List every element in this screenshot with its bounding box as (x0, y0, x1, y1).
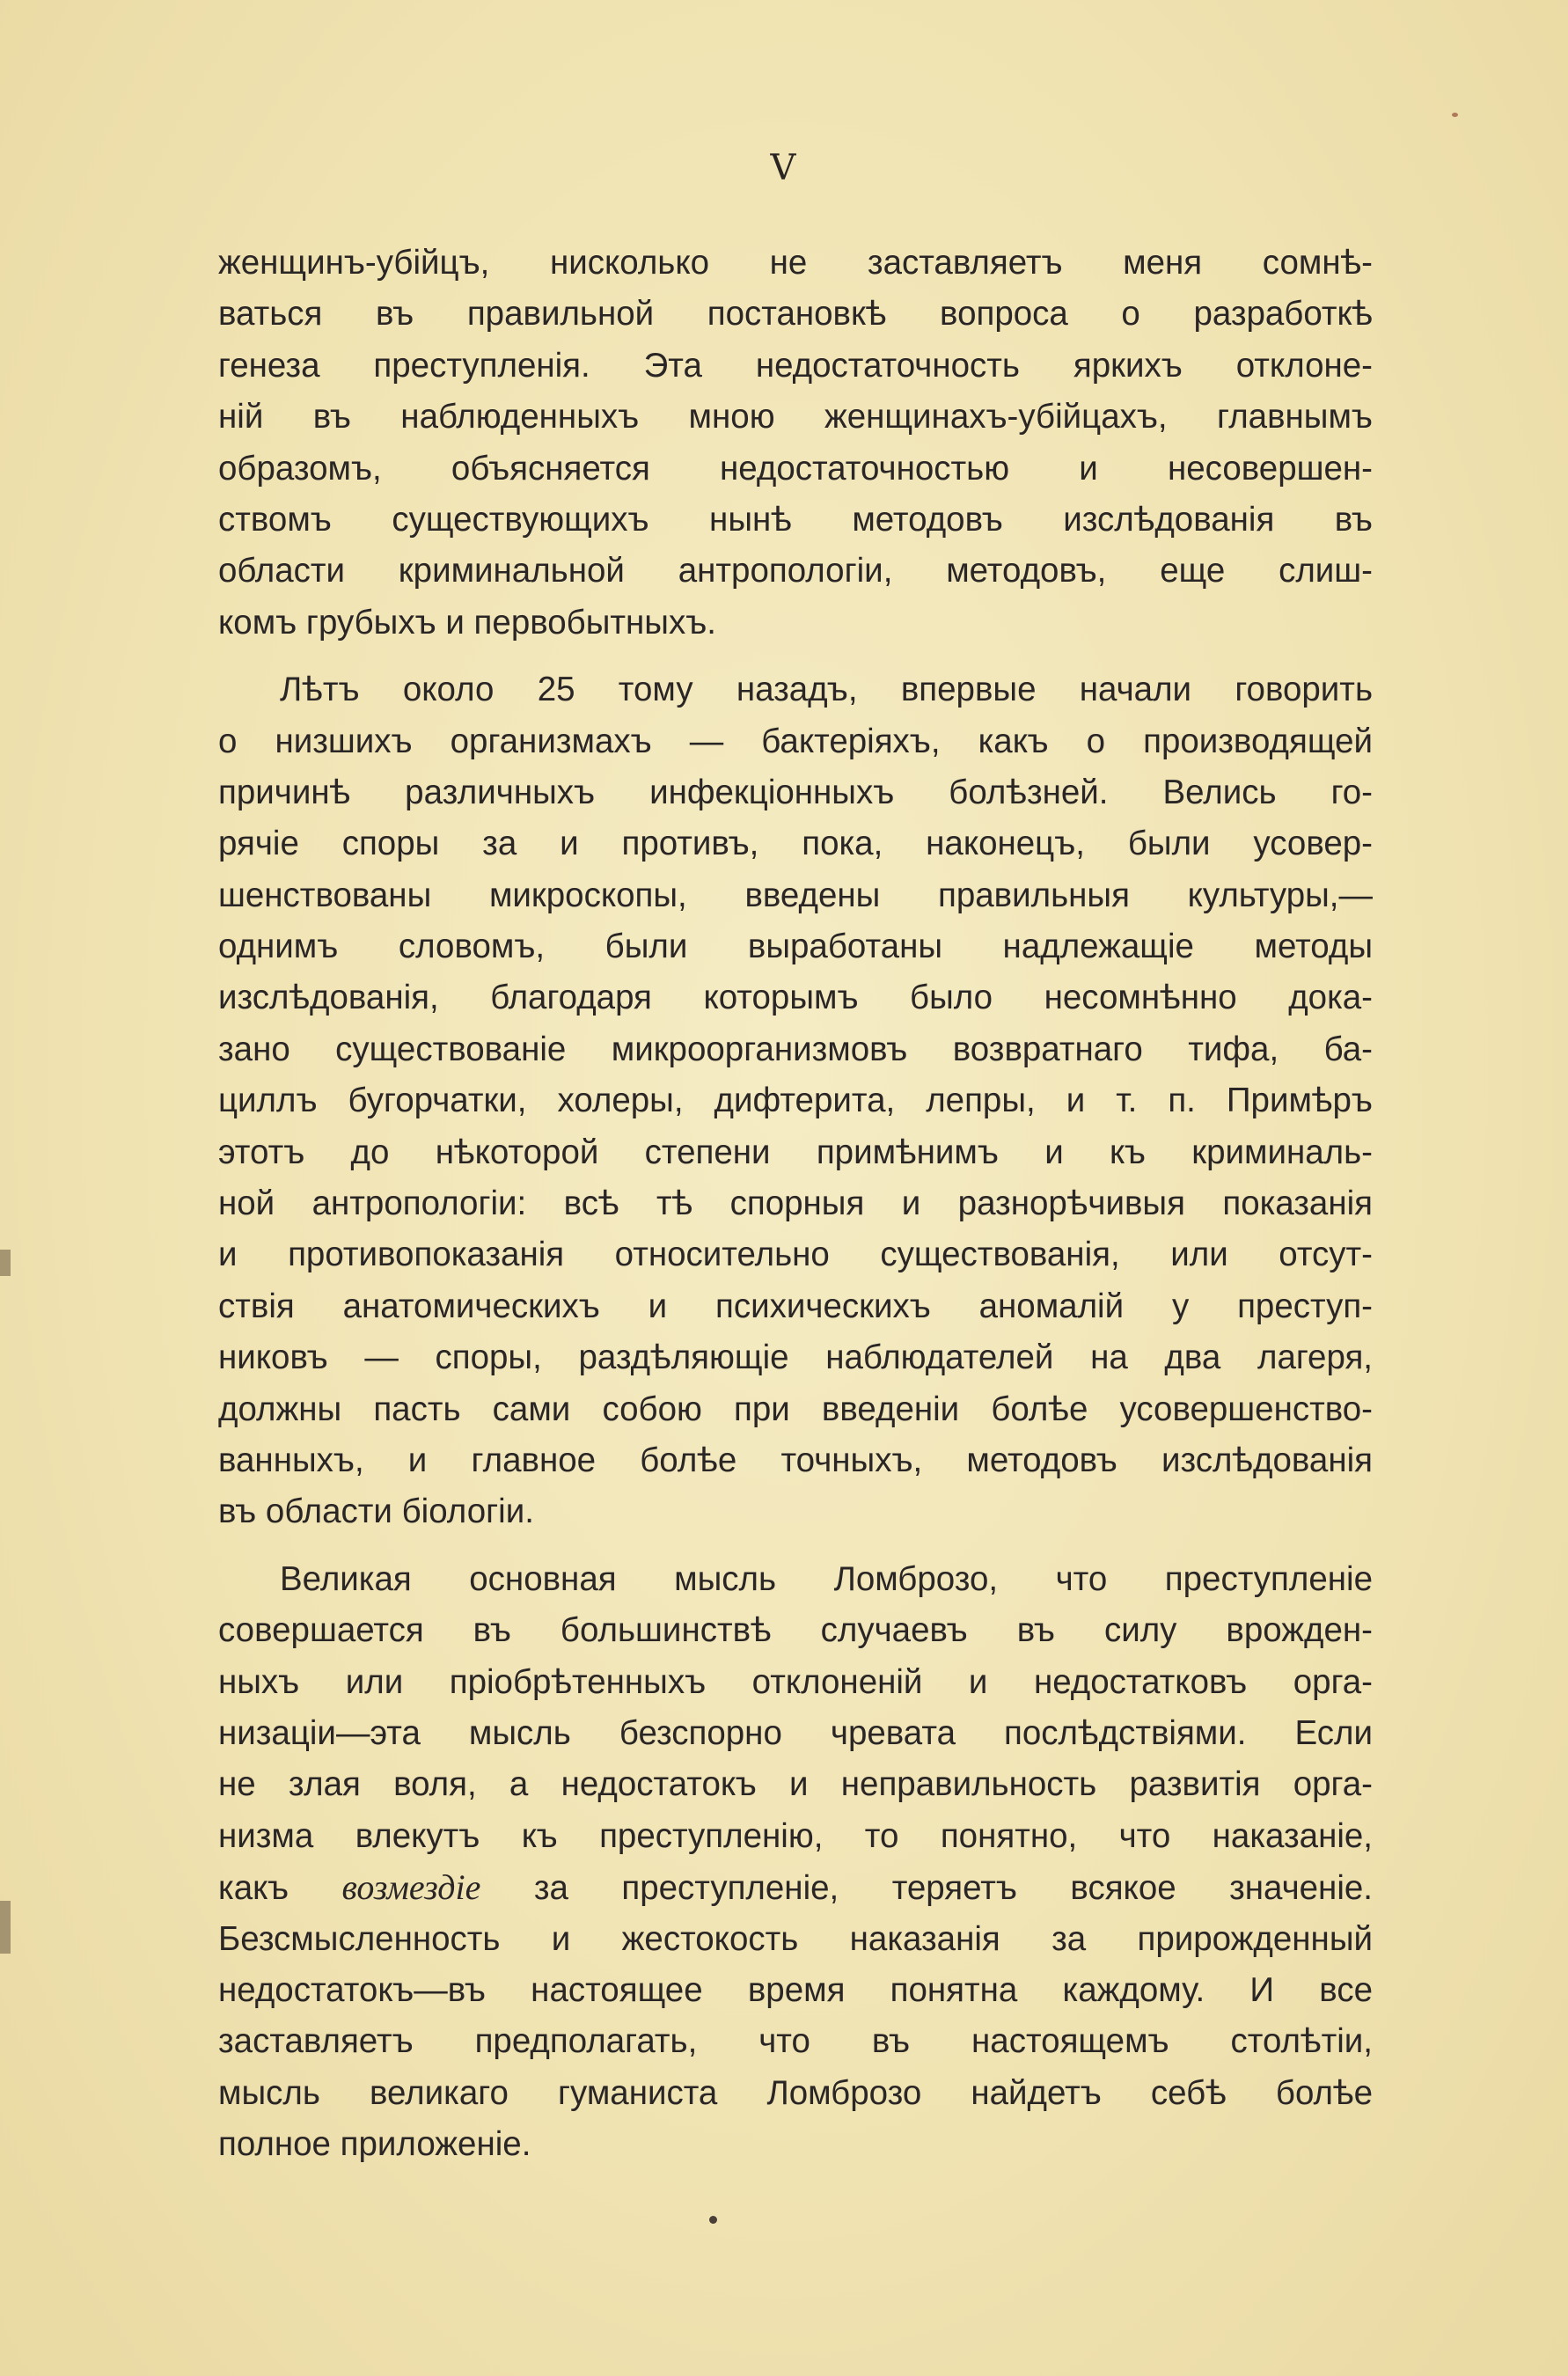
text-line: ствомъ существующихъ нынѣ методовъ изслѣдованія въ (218, 500, 1373, 539)
text-line: ной антропологіи: всѣ тѣ спорныя и разнорѣчивыя показанія (218, 1184, 1373, 1223)
text-line: этотъ до нѣкоторой степени примѣнимъ и къ криминаль- (218, 1133, 1373, 1171)
text-line: причинѣ различныхъ инфекціонныхъ болѣзней. Велись го- (218, 773, 1373, 811)
text-line: никовъ — споры, раздѣляющіе наблюдателей на два лагеря, (218, 1338, 1373, 1377)
text-line: ванныхъ, и главное болѣе точныхъ, методовъ изслѣдованія (218, 1441, 1373, 1479)
ink-speck (709, 2216, 717, 2224)
text-line: низаціи—эта мысль безспорно чревата послѣдствіями. Если (218, 1713, 1373, 1752)
text-line: въ области біологіи. (218, 1492, 534, 1531)
page-number: V (770, 148, 798, 188)
text-line: должны пасть сами собою при введеніи болѣе усовершенство- (218, 1390, 1373, 1428)
text-line: ствія анатомическихъ и психическихъ аномалій у преступ- (218, 1287, 1373, 1325)
text-line: рячіе споры за и противъ, пока, наконецъ, были усовер- (218, 825, 1373, 863)
text-line: полное приложеніе. (218, 2125, 531, 2164)
text-line: области криминальной антропологіи, методовъ, еще слиш- (218, 552, 1373, 590)
text-line: недостатокъ—въ настоящее время понятна каждому. И все (218, 1970, 1373, 2009)
line-start: какъ (218, 1869, 289, 1908)
text-line: совершается въ большинствѣ случаевъ въ силу врожден- (218, 1611, 1373, 1650)
text-line: ныхъ или пріобрѣтенныхъ отклоненій и недостатковъ орга- (218, 1662, 1373, 1701)
text-line: заставляетъ предполагать, что въ настоящемъ столѣтіи, (218, 2022, 1373, 2061)
body-text (218, 238, 1373, 2170)
text-line: шенствованы микроскопы, введены правильныя культуры,— (218, 876, 1373, 914)
paragraph-3 (218, 1554, 1373, 2171)
paragraph-1 (218, 238, 1373, 649)
text-line: образомъ, объясняется недостаточностью и несовершен- (218, 449, 1373, 488)
text-line: комъ грубыхъ и первобытныхъ. (218, 603, 716, 642)
text-line: Великая основная мысль Ломброзо, что преступленіе (280, 1559, 1373, 1598)
line-end: за преступленіе, теряетъ всякое значеніе. (533, 1869, 1373, 1908)
paragraph-2 (218, 664, 1373, 1538)
ink-speck (1452, 113, 1458, 117)
text-line: зано существованіе микроорганизмовъ возвратнаго тифа, ба- (218, 1030, 1373, 1068)
text-line: изслѣдованія, благодаря которымъ было несомнѣнно дока- (218, 979, 1373, 1017)
text-line: генеза преступленія. Эта недостаточность яркихъ отклоне- (218, 346, 1373, 385)
text-line: Лѣтъ около 25 тому назадъ, впервые начали говорить (280, 671, 1373, 709)
text-line: низма влекутъ къ преступленію, то понятно, что наказаніе, (218, 1816, 1373, 1855)
text-line: о низшихъ организмахъ — бактеріяхъ, какъ о производящей (218, 722, 1373, 760)
text-line: мысль великаго гуманиста Ломброзо найдетъ себѣ болѣе (218, 2073, 1373, 2112)
text-line-with-italic (218, 1862, 1373, 1913)
text-line: и противопоказанія относительно существованія, или отсут- (218, 1236, 1373, 1274)
text-line: однимъ словомъ, были выработаны надлежащіе методы (218, 928, 1373, 966)
text-line: циллъ бугорчатки, холеры, дифтерита, лепры, и т. п. Примѣръ (218, 1082, 1373, 1120)
binding-mark (0, 1250, 11, 1276)
text-line: Безсмысленность и жестокость наказанія за прирожденный (218, 1919, 1373, 1958)
text-line: не злая воля, а недостатокъ и неправильность развитія орга- (218, 1765, 1373, 1804)
text-line: женщинъ-убійцъ, нисколько не заставляетъ меня сомнѣ- (218, 244, 1373, 282)
text-line: ній въ наблюденныхъ мною женщинахъ-убійцахъ, главнымъ (218, 398, 1373, 436)
text-line: ваться въ правильной постановкѣ вопроса о разработкѣ (218, 295, 1373, 334)
italic-word: возмездіе (341, 1867, 481, 1908)
binding-mark (0, 1901, 11, 1954)
